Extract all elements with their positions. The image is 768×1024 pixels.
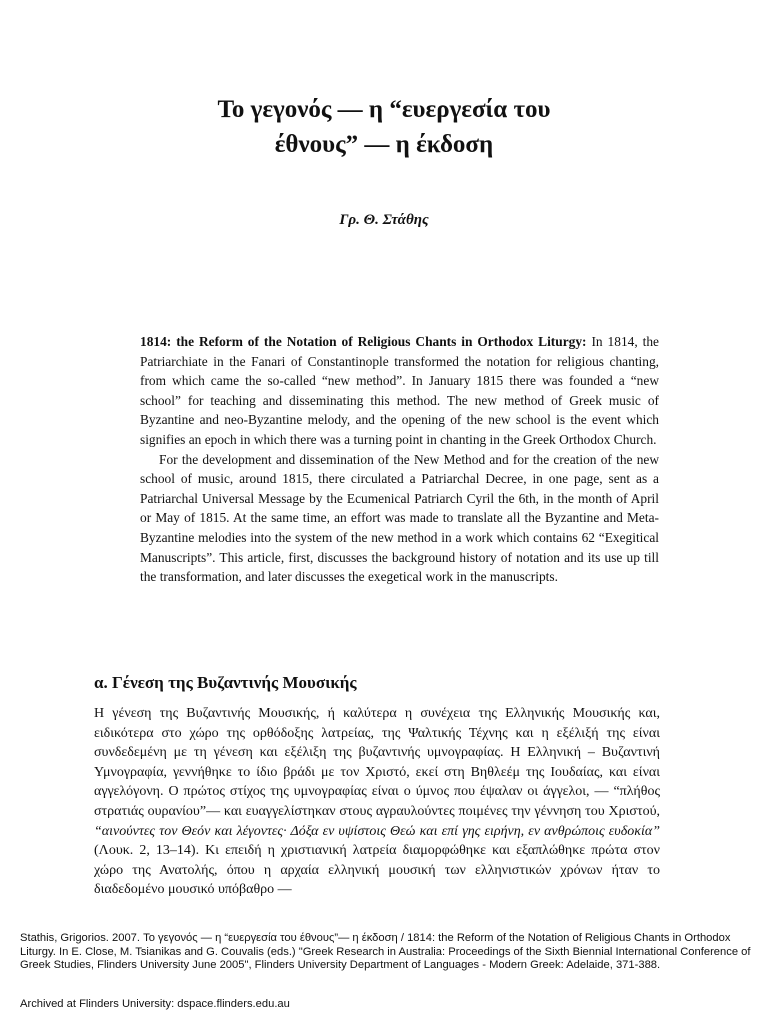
body-text-a: Η γένεση της Βυζαντινής Μουσικής, ή καλύτερα η συνέχεια της Ελληνικής Μουσικής και, ειδικότερα στο χώρο της ορθόδοξης λατρείας, της Ψαλτικής Τέχνης και η εξέλιξή της είναι συνδεδεμένη με τη γένεση και εξέλιξη της βυζαντινής υμνογραφίας. Η Ελληνική – Βυζαντινή Υμνογραφία, γεννήθηκε το ίδιο βράδι με τον Χριστό, εκεί στη Βηθλεέμ της Ιουδαίας, και είναι αγγελόγονη. Ο πρώτος στίχος της υμνογραφίας είναι ο ύμνος που έψαλαν οι άγγελοι, — “πλήθος στρατιάς ουρανίου”— και ευαγγελίστηκαν στους αγραυλούντες ποιμένες την γέννηση του Χριστού, bbox=[94, 706, 660, 819]
title-line-1: Το γεγονός — η “ευεργεσία του bbox=[217, 96, 551, 123]
author-name: Γρ. Θ. Στάθης bbox=[339, 212, 429, 228]
title-line-2: έθνους” — η έκδοση bbox=[274, 131, 494, 158]
body-quote: “αινούντες τον Θεόν και λέγοντες· Δόξα εν υψίστοις Θεώ και επί γης ειρήνη, εν ανθρώποις ευδοκία” bbox=[94, 823, 660, 839]
citation-footer: Stathis, Grigorios. 2007. Το γεγονός — η “ευεργεσία του έθνους”— η έκδοση / 1814: the Reform of the Notation of Religious Chants in Orthodox Liturgy. In E. Close, M. Tsianikas and G. Couvalis (eds.) "Greek Research in Australia: Proceedings of the Sixth Biennial International Conference of Greek Studies, Flinders University June 2005", Flinders University Department of Languages - Modern Greek: Adelaide, 371-388. bbox=[20, 932, 756, 973]
abstract-text-1: In 1814, the Patriarchiate in the Fanari of Constantinople transformed the notation for religious chanting, from which came the so-called “new method”. In January 1815 there was founded a “new school” for teaching and disseminating this method. The new method of Greek music of Byzantine and neo-Byzantine melody, and the opening of the new school is the event which signifies an epoch in which there was a turning point in chanting in the Greek Orthodox Church. bbox=[140, 334, 659, 447]
article-title bbox=[120, 92, 648, 162]
archive-note: Archived at Flinders University: dspace.flinders.edu.au bbox=[20, 998, 290, 1010]
body-text-b: (Λουκ. 2, 13–14). Κι επειδή η χριστιανική λατρεία διαμορφώθηκε και εξαπλώθηκε πρώτα στον χώρο της Ανατολής, όπου η αρχαία ελληνική μουσική των ελληνιστικών χρόνων ήταν το διαδεδομένο μουσικό υπόβαθρο — bbox=[94, 843, 660, 898]
abstract-paragraph-1 bbox=[140, 332, 659, 450]
abstract bbox=[140, 332, 659, 587]
section-heading: α. Γένεση της Βυζαντινής Μουσικής bbox=[94, 673, 357, 692]
section-body bbox=[94, 704, 660, 900]
abstract-paragraph-2: For the development and dissemination of the New Method and for the creation of the new school of music, around 1815, there circulated a Patriarchal Decree, in one page, sent as a Patriarchal Universal Message by the Ecumenical Patriarch Cyril the 6th, in the month of April or May of 1815. At the same time, an effort was made to translate all the Byzantine and Meta-Byzantine melodies into the system of the new method in a work which contains 62 “Exegitical Manuscripts”. This article, first, discusses the background history of notation and its use up till the transformation, and later discusses the exegetical work in the manuscripts. bbox=[140, 451, 659, 585]
abstract-lead: 1814: the Reform of the Notation of Religious Chants in Orthodox Liturgy: bbox=[140, 334, 587, 349]
